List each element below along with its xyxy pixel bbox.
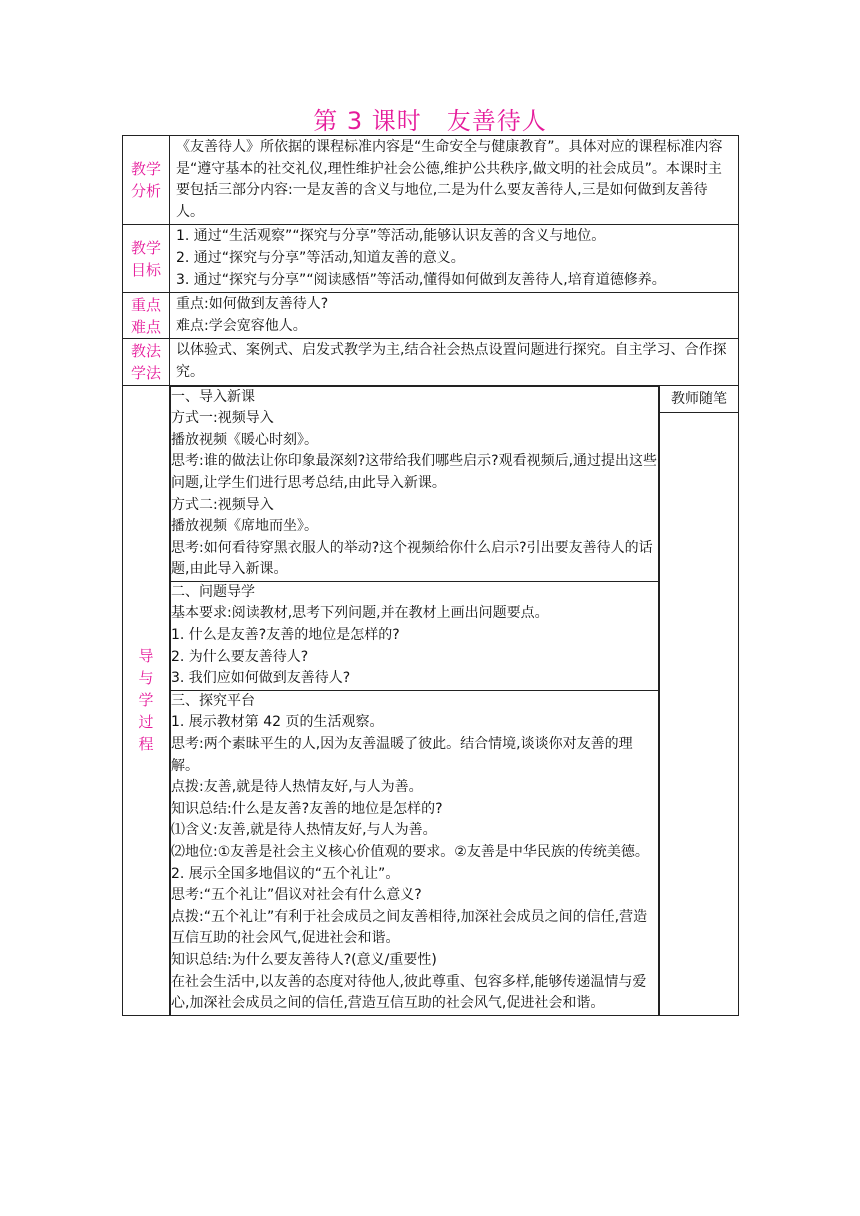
- methods-label: 教法学法: [123, 339, 170, 385]
- goals-label: 教学目标: [123, 225, 170, 293]
- process-content: [170, 385, 660, 1015]
- process-label: 导 与 学 过 程: [123, 385, 170, 1015]
- key-points-list: [170, 293, 739, 339]
- key-points-row: [123, 293, 739, 339]
- analysis-label: 教学分析: [123, 136, 170, 225]
- lesson-plan-table: [122, 135, 739, 1016]
- page-title: 第 3 课时 友善待人: [313, 107, 547, 135]
- goals-list: [170, 225, 739, 293]
- key-point-item: 难点:学会宽容他人。: [176, 317, 307, 334]
- goal-item: 2. 通过“探究与分享”等活动,知道友善的意义。: [176, 249, 465, 266]
- key-point-item: 重点:如何做到友善待人?: [176, 296, 329, 313]
- analysis-text: 《友善待人》所依据的课程标准内容是“生命安全与健康教育”。具体对应的课程标准内容是“遵守基本的社交礼仪,理性维护社会公德,维护公共秩序,做文明的社会成员”。本课时主要包括三部分内容:一是友善的含义与地位,二是为什么要友善待人,三是如何做到友善待人。: [170, 136, 739, 225]
- section-introduction: 一、导入新课 方式一:视频导入 播放视频《暖心时刻》。 思考:谁的做法让你印象最深刻?这带给我们哪些启示?观看视频后,通过提出这些问题,让学生们进行思考总结,由此导入新课。 方式二:视频导入 播放视频《席地而坐》。 思考:如何看待穿黑衣服人的举动?这个视频给你什么启示?引出要友善待人的话题,由此导入新课。: [171, 386, 659, 581]
- goal-item: 3. 通过“探究与分享”“阅读感悟”等活动,懂得如何做到友善待人,培育道德修养。: [176, 271, 666, 288]
- goal-item: 1. 通过“生活观察”“探究与分享”等活动,能够认识友善的含义与地位。: [176, 228, 606, 245]
- section-exploration: 三、探究平台 1. 展示教材第 42 页的生活观察。 思考:两个素昧平生的人,因为友善温暖了彼此。结合情境,谈谈你对友善的理解。 点拨:友善,就是待人热情友好,与人为善。 知识总结:什么是友善?友善的地位是怎样的? ⑴含义:友善,就是待人热情友好,与人为善。 ⑵地位:①友善是社会主义核心价值观的要求。②友善是中华民族的传统美德。 2. 展示全国多地倡议的“五个礼让”。 思考:“五个礼让”倡议对社会有什么意义? 点拨:“五个礼让”有利于社会成员之间友善相待,加深社会成员之间的信任,营造互信互助的社会风气,促进社会和谐。 知识总结:为什么要友善待人?(意义/重要性) 在社会生活中,以友善的态度对待他人,彼此尊重、包容多样,能够传递温情与爱心,加深社会成员之间的信任,营造互信互助的社会风气,促进社会和谐。: [171, 690, 659, 1014]
- process-row: [123, 385, 739, 1015]
- process-sections: [170, 386, 659, 1015]
- teacher-notes-column: [660, 385, 739, 1015]
- goals-row: [123, 225, 739, 293]
- analysis-row: [123, 136, 739, 225]
- key-points-label: 重点难点: [123, 293, 170, 339]
- section-guided-questions: 二、问题导学 基本要求:阅读教材,思考下列问题,并在教材上画出问题要点。 1. 什么是友善?友善的地位是怎样的? 2. 为什么要友善待人? 3. 我们应如何做到友善待人?: [171, 581, 659, 690]
- teacher-notes-header: 教师随笔: [660, 386, 738, 413]
- methods-text: 以体验式、案例式、启发式教学为主,结合社会热点设置问题进行探究。自主学习、合作探究。: [170, 339, 739, 385]
- methods-row: [123, 339, 739, 385]
